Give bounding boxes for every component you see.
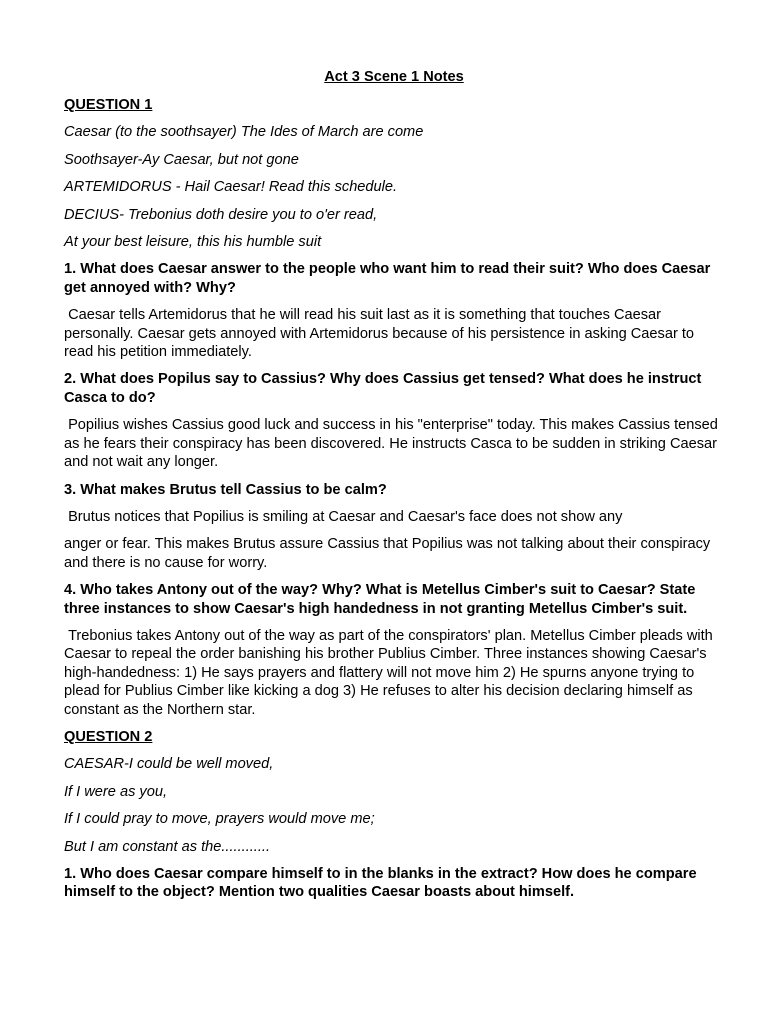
quote-line: If I could pray to move, prayers would move me;	[64, 811, 375, 828]
document-title: Act 3 Scene 1 Notes	[324, 69, 464, 85]
quote-line: If I were as you,	[64, 783, 168, 800]
question-1-heading: QUESTION 1	[64, 97, 153, 113]
quote-line: ARTEMIDORUS - Hail Caesar! Read this schedule.	[64, 179, 398, 196]
question-2-heading: QUESTION 2	[64, 728, 153, 745]
answer-3-part-2: anger or fear. This makes Brutus assure Cassius that Popilius was not talking about their conspiracy and there is no cause for worry.	[64, 536, 711, 571]
answer-4: Trebonius takes Antony out of the way as part of the conspirators' plan. Metellus Cimber pleads with Caesar to repeal the order banishing his brother Publius Cimber. Three instances showing Caesar's high-handedness: 1) He says prayers and flattery will not move him 2) He spurns anyone trying to plead for Publius Cimber like kicking a dog 3) He refuses to alter his decision declaring himself as constant as the Northern star.	[64, 627, 717, 718]
document-page	[64, 68, 724, 911]
quote-line: At your best leisure, this his humble suit	[64, 234, 322, 251]
quote-line: But I am constant as the............	[64, 838, 271, 855]
sub-question-4: 4. Who takes Antony out of the way? Why? What is Metellus Cimber's suit to Caesar? State three instances to show Caesar's high handedness in not granting Metellus Cimber's suit.	[64, 582, 696, 617]
sub-question-1: 1. What does Caesar answer to the people who want him to read their suit? Who does Caesar get annoyed with? Why?	[64, 261, 711, 296]
answer-3-part-1: Brutus notices that Popilius is smiling at Caesar and Caesar's face does not show any	[64, 508, 623, 525]
answer-2: Popilius wishes Cassius good luck and success in his "enterprise" today. This makes Cassius tensed as he fears their conspiracy has been discovered. He instructs Casca to be sudden in striking Caesar and not wait any longer.	[64, 417, 722, 471]
quote-line: Soothsayer-Ay Caesar, but not gone	[64, 151, 299, 168]
quote-line: DECIUS- Trebonius doth desire you to o'er read,	[64, 206, 378, 223]
sub-question-3: 3. What makes Brutus tell Cassius to be calm?	[64, 481, 387, 498]
quote-line: CAESAR-I could be well moved,	[64, 756, 274, 773]
quote-line: Caesar (to the soothsayer) The Ides of March are come	[64, 124, 424, 141]
q2-sub-question-1: 1. Who does Caesar compare himself to in the blanks in the extract? How does he compare himself to the object? Mention two qualities Caesar boasts about himself.	[64, 866, 697, 901]
answer-1: Caesar tells Artemidorus that he will read his suit last as it is something that touches Caesar personally. Caesar gets annoyed with Artemidorus because of his persistence in asking Caesar to read his petition immediately.	[64, 307, 699, 361]
sub-question-2: 2. What does Popilus say to Cassius? Why does Cassius get tensed? What does he instruct Casca to do?	[64, 371, 702, 406]
